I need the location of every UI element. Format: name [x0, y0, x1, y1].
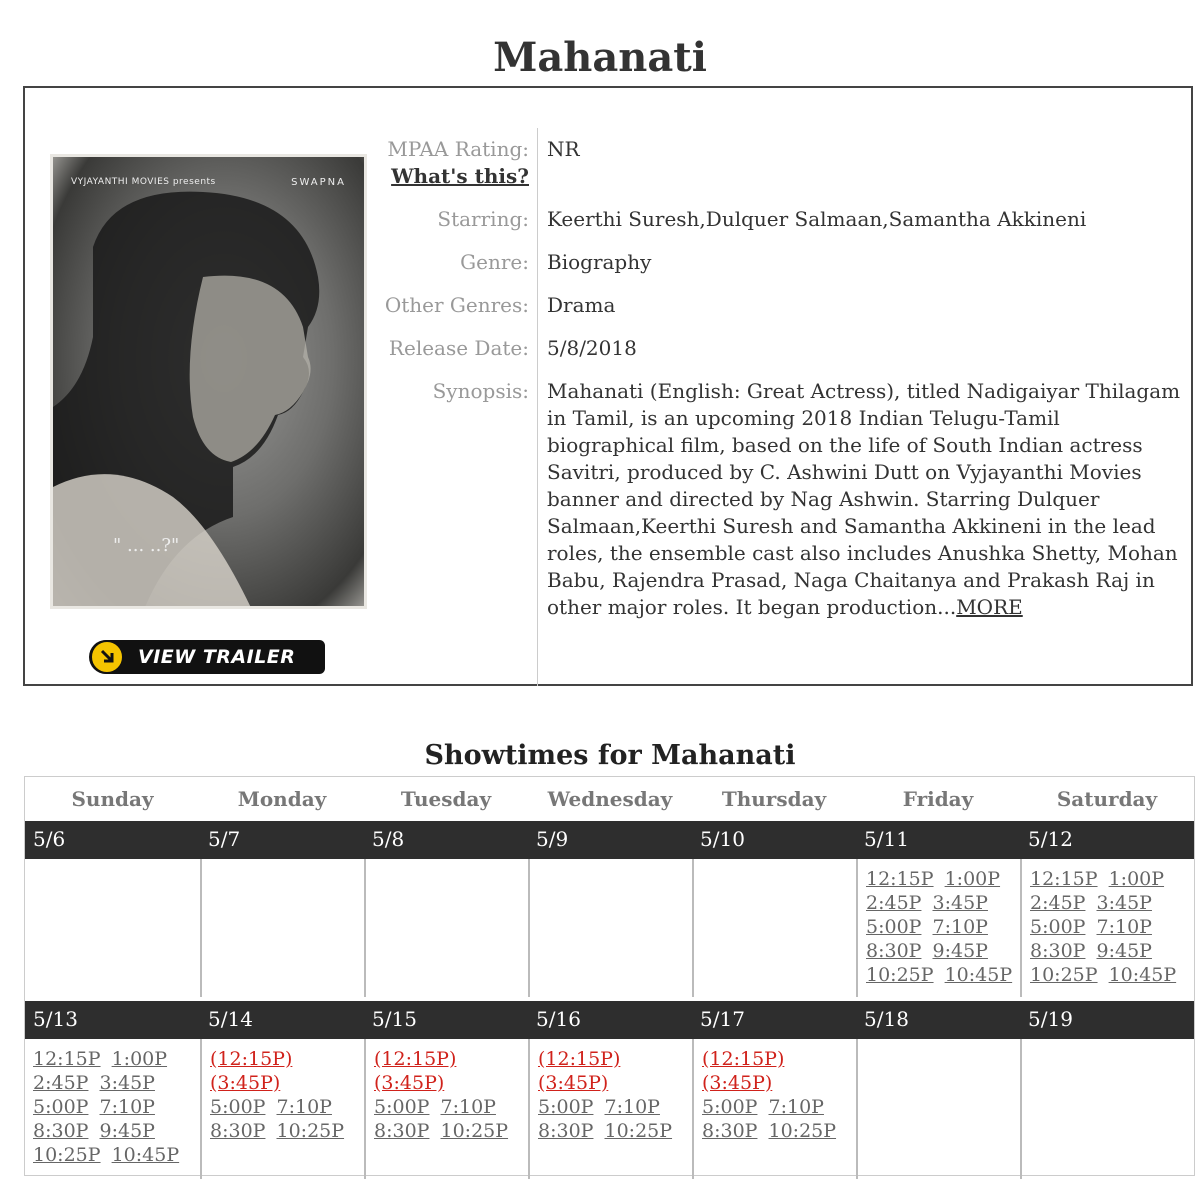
- past-showtime-link[interactable]: (12:15P): [374, 1048, 457, 1070]
- showtime-list: [702, 1047, 862, 1143]
- showtime-link[interactable]: 12:15P: [866, 868, 934, 890]
- past-showtime-link[interactable]: (3:45P): [374, 1072, 445, 1094]
- date-label: 5/11: [864, 827, 909, 851]
- synopsis-text: Mahanati (English: Great Actress), titled Nadigaiyar Thilagam in Tamil, is an upcoming 2018 Indian Telugu-Tamil biographical film, based on the life of South Indian actress Savitri, produced by C. Ashwini Dutt on Vyjayanthi Movies banner and directed by Nag Ashwin. Starring Dulquer Salmaan,Keerthi Suresh and Samantha Akkineni in the lead roles, the ensemble cast also includes Anushka Shetty, Mohan Babu, Rajendra Prasad, Naga Chaitanya and Prakash Raj in other major roles. It began production...: [547, 379, 1181, 619]
- showtime-list: [210, 1047, 370, 1143]
- day-cell-5/17: [692, 1039, 856, 1179]
- poster-portrait-image: [53, 157, 367, 609]
- showtime-link[interactable]: 10:25P: [33, 1144, 101, 1166]
- day-cell-5/15: [364, 1039, 528, 1179]
- showtimes-heading: Showtimes for Mahanati: [424, 740, 796, 771]
- date-label: 5/6: [33, 827, 66, 851]
- showtime-link[interactable]: 7:10P: [99, 1096, 155, 1118]
- showtime-link[interactable]: 10:25P: [866, 964, 934, 986]
- past-showtime-link[interactable]: (3:45P): [702, 1072, 773, 1094]
- movie-poster[interactable]: [50, 154, 367, 609]
- synopsis-value: [547, 378, 1187, 621]
- date-label: 5/15: [372, 1007, 417, 1031]
- starring-label: Starring:: [437, 207, 529, 231]
- day-header-tuesday: Tuesday: [400, 787, 492, 811]
- poster-brand-text: VYJAYANTHI MOVIES presents: [71, 177, 216, 187]
- showtime-link[interactable]: 9:45P: [932, 940, 988, 962]
- date-label: 5/7: [208, 827, 241, 851]
- showtime-link[interactable]: 5:00P: [702, 1096, 758, 1118]
- showtimes-calendar: [24, 776, 1195, 1176]
- date-label: 5/9: [536, 827, 569, 851]
- showtime-list: [1030, 867, 1190, 987]
- showtime-link[interactable]: 7:10P: [440, 1096, 496, 1118]
- day-header-wednesday: Wednesday: [547, 787, 673, 811]
- day-cell-5/8: [364, 859, 528, 997]
- showtime-link[interactable]: 3:45P: [1096, 892, 1152, 914]
- calendar-day-header: [25, 777, 1194, 821]
- day-cell-5/13: [25, 1039, 200, 1179]
- page-title: Mahanati: [493, 34, 707, 81]
- showtime-link[interactable]: 2:45P: [1030, 892, 1086, 914]
- showtime-link[interactable]: 7:10P: [768, 1096, 824, 1118]
- day-cell-5/18: [856, 1039, 1020, 1179]
- day-cell-5/11: [856, 859, 1020, 997]
- movie-info-panel: [23, 86, 1193, 686]
- day-cell-5/7: [200, 859, 364, 997]
- day-header-monday: Monday: [237, 787, 327, 811]
- poster-tag-text: SWAPNA: [291, 177, 346, 188]
- day-cell-5/14: [200, 1039, 364, 1179]
- day-header-sunday: Sunday: [71, 787, 154, 811]
- date-label: 5/8: [372, 827, 405, 851]
- showtime-link[interactable]: 7:10P: [932, 916, 988, 938]
- showtime-link[interactable]: 3:45P: [932, 892, 988, 914]
- other-genres-label: Other Genres:: [384, 293, 529, 317]
- showtime-link[interactable]: 3:45P: [99, 1072, 155, 1094]
- synopsis-label: Synopsis:: [432, 379, 529, 403]
- showtime-link[interactable]: 10:45P: [111, 1144, 180, 1166]
- week-date-bar: [25, 1001, 1194, 1039]
- showtime-link[interactable]: 10:45P: [944, 964, 1013, 986]
- day-cell-5/6: [25, 859, 200, 997]
- showtime-link[interactable]: 12:15P: [33, 1048, 101, 1070]
- showtime-link[interactable]: 5:00P: [1030, 916, 1086, 938]
- showtime-link[interactable]: 7:10P: [604, 1096, 660, 1118]
- showtime-link[interactable]: 8:30P: [538, 1120, 594, 1142]
- date-label: 5/19: [1028, 1007, 1073, 1031]
- date-label: 5/12: [1028, 827, 1073, 851]
- showtime-link[interactable]: 8:30P: [866, 940, 922, 962]
- play-arrow-icon: [90, 640, 124, 674]
- date-label: 5/17: [700, 1007, 745, 1031]
- genre-value: Biography: [547, 250, 652, 274]
- showtime-link[interactable]: 1:00P: [944, 868, 1001, 890]
- week-date-bar: [25, 821, 1194, 859]
- synopsis-more-link[interactable]: MORE: [956, 595, 1023, 619]
- past-showtime-link[interactable]: (12:15P): [702, 1048, 785, 1070]
- showtime-link[interactable]: 1:00P: [111, 1048, 168, 1070]
- date-label: 5/10: [700, 827, 745, 851]
- info-divider: [537, 128, 538, 686]
- mpaa-value: NR: [547, 137, 580, 161]
- whats-this-link[interactable]: What's this?: [391, 164, 529, 188]
- showtime-list: [33, 1047, 193, 1167]
- showtime-link[interactable]: 2:45P: [866, 892, 922, 914]
- past-showtime-link[interactable]: (3:45P): [210, 1072, 281, 1094]
- poster-caption: " ... ..?": [113, 535, 180, 556]
- date-label: 5/18: [864, 1007, 909, 1031]
- past-showtime-link[interactable]: (12:15P): [538, 1048, 621, 1070]
- genre-label: Genre:: [460, 250, 529, 274]
- showtime-link[interactable]: 8:30P: [374, 1120, 430, 1142]
- showtime-link[interactable]: 8:30P: [1030, 940, 1086, 962]
- release-date-label: Release Date:: [388, 336, 529, 360]
- showtime-link[interactable]: 5:00P: [538, 1096, 594, 1118]
- showtime-link[interactable]: 8:30P: [702, 1120, 758, 1142]
- day-cell-5/16: [528, 1039, 692, 1179]
- date-label: 5/14: [208, 1007, 253, 1031]
- past-showtime-link[interactable]: (12:15P): [210, 1048, 293, 1070]
- past-showtime-link[interactable]: (3:45P): [538, 1072, 609, 1094]
- showtime-link[interactable]: 2:45P: [33, 1072, 89, 1094]
- showtime-link[interactable]: 7:10P: [276, 1096, 332, 1118]
- day-header-saturday: Saturday: [1056, 787, 1158, 811]
- showtime-link[interactable]: 8:30P: [33, 1120, 89, 1142]
- showtime-link[interactable]: 10:25P: [440, 1120, 509, 1142]
- showtime-link[interactable]: 5:00P: [866, 916, 922, 938]
- view-trailer-button[interactable]: [89, 640, 325, 674]
- showtime-link[interactable]: 7:10P: [1096, 916, 1152, 938]
- showtime-list: [374, 1047, 534, 1143]
- showtime-list: [866, 867, 1026, 987]
- showtime-link[interactable]: 5:00P: [374, 1096, 430, 1118]
- view-trailer-label: VIEW TRAILER: [138, 646, 296, 668]
- release-date-value: 5/8/2018: [547, 336, 637, 360]
- date-label: 5/16: [536, 1007, 581, 1031]
- showtime-link[interactable]: 9:45P: [99, 1120, 155, 1142]
- other-genres-value: Drama: [547, 293, 616, 317]
- starring-value: Keerthi Suresh,Dulquer Salmaan,Samantha Akkineni: [547, 207, 1087, 231]
- showtime-link[interactable]: 9:45P: [1096, 940, 1152, 962]
- showtime-link[interactable]: 1:00P: [1108, 868, 1165, 890]
- showtime-link[interactable]: 8:30P: [210, 1120, 266, 1142]
- day-cell-5/19: [1020, 1039, 1194, 1179]
- showtime-link[interactable]: 5:00P: [210, 1096, 266, 1118]
- showtime-link[interactable]: 10:25P: [768, 1120, 837, 1142]
- day-header-thursday: Thursday: [721, 787, 827, 811]
- day-header-friday: Friday: [902, 787, 974, 811]
- showtime-link[interactable]: 10:25P: [604, 1120, 673, 1142]
- day-cell-5/9: [528, 859, 692, 997]
- date-label: 5/13: [33, 1007, 78, 1031]
- showtime-link[interactable]: 10:25P: [276, 1120, 345, 1142]
- mpaa-label: MPAA Rating:: [387, 137, 529, 161]
- showtime-link[interactable]: 5:00P: [33, 1096, 89, 1118]
- day-cell-5/12: [1020, 859, 1194, 997]
- showtime-link[interactable]: 12:15P: [1030, 868, 1098, 890]
- day-cell-5/10: [692, 859, 856, 997]
- showtime-link[interactable]: 10:25P: [1030, 964, 1098, 986]
- showtime-list: [538, 1047, 698, 1143]
- showtime-link[interactable]: 10:45P: [1108, 964, 1177, 986]
